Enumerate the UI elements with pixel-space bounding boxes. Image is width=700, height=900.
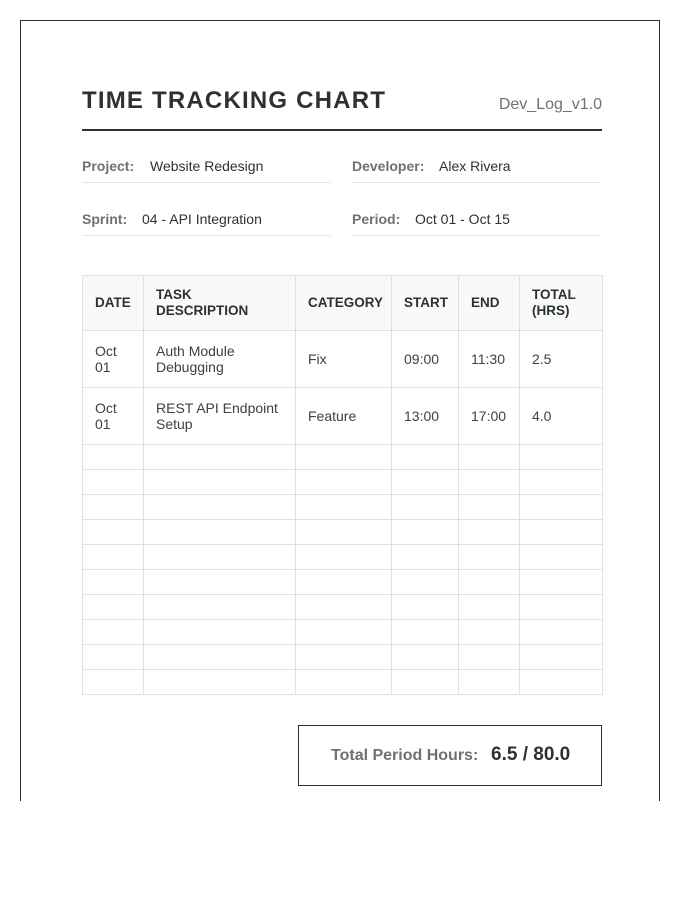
empty-cell (296, 470, 392, 495)
empty-cell (296, 595, 392, 620)
empty-table-row (83, 495, 603, 520)
empty-cell (144, 545, 296, 570)
empty-cell (83, 470, 144, 495)
empty-table-row (83, 645, 603, 670)
empty-cell (459, 470, 520, 495)
table-row (83, 388, 603, 445)
empty-cell (520, 470, 603, 495)
cell-task: REST API Endpoint Setup (144, 388, 296, 445)
empty-cell (144, 670, 296, 695)
period-field (352, 206, 601, 236)
total-hours-summary (298, 725, 602, 786)
column-header-category: CATEGORY (296, 276, 392, 331)
empty-cell (459, 570, 520, 595)
empty-cell (83, 520, 144, 545)
empty-cell (296, 570, 392, 595)
sprint-field (82, 206, 331, 236)
empty-cell (392, 645, 459, 670)
empty-cell (520, 595, 603, 620)
developer-value: Alex Rivera (439, 158, 511, 174)
empty-cell (83, 495, 144, 520)
empty-cell (296, 495, 392, 520)
empty-cell (392, 570, 459, 595)
developer-field (352, 153, 601, 183)
empty-table-row (83, 545, 603, 570)
empty-cell (459, 520, 520, 545)
empty-table-row (83, 595, 603, 620)
cell-task: Auth Module Debugging (144, 331, 296, 388)
empty-cell (392, 445, 459, 470)
total-hours-label: Total Period Hours: (331, 747, 479, 764)
cell-end: 17:00 (459, 388, 520, 445)
empty-cell (83, 445, 144, 470)
empty-cell (459, 545, 520, 570)
empty-cell (392, 520, 459, 545)
empty-cell (83, 570, 144, 595)
empty-cell (520, 545, 603, 570)
empty-table-row (83, 670, 603, 695)
cell-end: 11:30 (459, 331, 520, 388)
empty-cell (459, 595, 520, 620)
cell-date: Oct 01 (83, 388, 144, 445)
empty-cell (83, 645, 144, 670)
period-value: Oct 01 - Oct 15 (415, 211, 510, 227)
empty-cell (392, 595, 459, 620)
empty-cell (83, 595, 144, 620)
empty-cell (392, 545, 459, 570)
cell-start: 09:00 (392, 331, 459, 388)
total-hours-value: 6.5 / 80.0 (491, 744, 571, 765)
empty-cell (392, 470, 459, 495)
empty-table-row (83, 620, 603, 645)
empty-cell (144, 620, 296, 645)
empty-cell (392, 620, 459, 645)
empty-table-row (83, 570, 603, 595)
empty-cell (520, 670, 603, 695)
empty-cell (459, 645, 520, 670)
empty-cell (296, 645, 392, 670)
empty-table-row (83, 520, 603, 545)
empty-cell (83, 545, 144, 570)
empty-cell (296, 620, 392, 645)
empty-cell (144, 570, 296, 595)
empty-cell (392, 495, 459, 520)
period-label: Period: (352, 211, 401, 227)
empty-cell (392, 670, 459, 695)
cell-date: Oct 01 (83, 331, 144, 388)
project-field (82, 153, 331, 183)
empty-table-row (83, 445, 603, 470)
empty-cell (520, 520, 603, 545)
empty-cell (144, 445, 296, 470)
time-log-table (82, 275, 603, 695)
empty-cell (520, 645, 603, 670)
empty-cell (520, 620, 603, 645)
column-header-total: TOTAL (HRS) (520, 276, 603, 331)
empty-cell (144, 470, 296, 495)
empty-cell (459, 670, 520, 695)
column-header-task: TASK DESCRIPTION (144, 276, 296, 331)
empty-table-row (83, 470, 603, 495)
empty-cell (144, 495, 296, 520)
empty-cell (296, 545, 392, 570)
document-version: Dev_Log_v1.0 (498, 96, 602, 113)
timesheet-page (20, 20, 660, 801)
page-header (82, 81, 602, 131)
cell-total: 4.0 (520, 388, 603, 445)
empty-cell (296, 520, 392, 545)
cell-start: 13:00 (392, 388, 459, 445)
empty-cell (520, 445, 603, 470)
empty-cell (520, 495, 603, 520)
project-label: Project: (82, 158, 135, 174)
table-header-row (83, 276, 603, 331)
column-header-end: END (459, 276, 520, 331)
cell-category: Feature (296, 388, 392, 445)
table-row (83, 331, 603, 388)
empty-cell (520, 570, 603, 595)
empty-cell (144, 595, 296, 620)
empty-cell (83, 620, 144, 645)
column-header-start: START (392, 276, 459, 331)
page-title: TIME TRACKING CHART (82, 87, 387, 114)
project-value: Website Redesign (150, 158, 264, 174)
cell-category: Fix (296, 331, 392, 388)
empty-cell (83, 670, 144, 695)
empty-cell (144, 645, 296, 670)
sprint-value: 04 - API Integration (142, 211, 262, 227)
empty-cell (459, 620, 520, 645)
developer-label: Developer: (352, 158, 425, 174)
column-header-date: DATE (83, 276, 144, 331)
cell-total: 2.5 (520, 331, 603, 388)
empty-cell (459, 445, 520, 470)
empty-cell (296, 445, 392, 470)
empty-cell (459, 495, 520, 520)
sprint-label: Sprint: (82, 211, 128, 227)
empty-cell (144, 520, 296, 545)
empty-cell (296, 670, 392, 695)
